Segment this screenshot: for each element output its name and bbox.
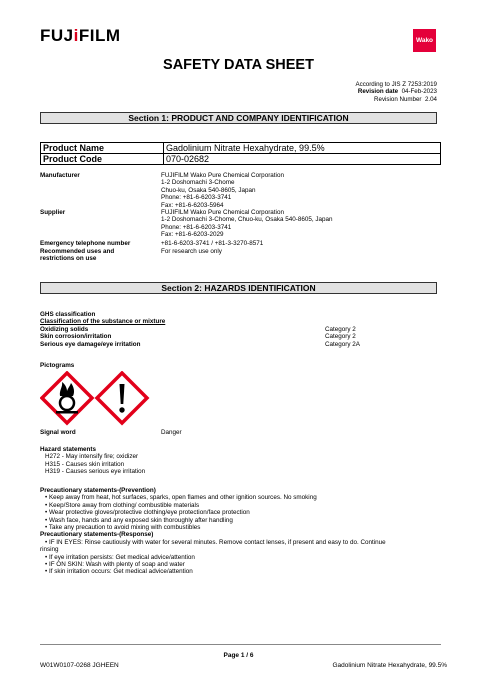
precautionary-statements [40, 487, 445, 576]
product-code: 070-02682 [164, 154, 441, 165]
address-line: Fax: +81-6-6203-2029 [161, 231, 224, 239]
fujifilm-logo: FUJiFILM [40, 26, 121, 45]
supplier-label: Supplier [40, 209, 66, 216]
product-code-label: Product Code [41, 154, 164, 165]
standard-text: According to JIS Z 7253:2019 [355, 81, 437, 88]
page-number: Page 1 / 6 [223, 652, 254, 659]
address-line: Chuo-ku, Osaka 540-8605, Japan [161, 186, 256, 194]
list-item: • Keep away from heat, hot surfaces, sparks, open flames and other ignition sources. No smoking [45, 494, 317, 502]
address-line: FUJIFILM Wako Pure Chemical Corporation [161, 209, 284, 216]
revision-date: 04-Feb-2023 [401, 88, 437, 96]
list-item: • If skin irritation occurs: Get medical advice/attention [45, 568, 193, 576]
response-label: Precautionary statements-(Response) [40, 531, 154, 539]
ghs-label: GHS classification [40, 311, 96, 318]
revision-number-label: Revision Number [374, 95, 422, 103]
signal-word-label: Signal word [40, 429, 76, 436]
list-item: • Wash face, hands and any exposed skin thoroughly after handling [45, 516, 233, 524]
uses-label: Recommended uses and [40, 248, 115, 255]
table-row [41, 143, 441, 154]
list-item: Serious eye damage/eye irritation Category 2A [40, 340, 361, 348]
list-item: rinsing [40, 546, 59, 554]
uses-row [40, 248, 440, 263]
hazard-label: Hazard statements [40, 446, 96, 453]
signal-word-row [40, 429, 440, 436]
section-2-heading: Section 2: HAZARDS IDENTIFICATION [40, 282, 437, 294]
list-item: H315 - Causes skin irritation [45, 460, 125, 468]
product-table [40, 142, 441, 165]
address-line: FUJIFILM Wako Pure Chemical Corporation [161, 172, 284, 179]
uses-value: For research use only [161, 248, 222, 255]
list-item: • Keep/Store away from clothing/ combustible materials [45, 501, 200, 509]
ghs-classification [40, 311, 440, 348]
product-name-label: Product Name [41, 143, 164, 154]
emergency-label: Emergency telephone number [40, 240, 131, 247]
address-line: Phone: +81-6-6203-3741 [161, 194, 232, 202]
classification-label: Classification of the substance or mixture [40, 318, 166, 326]
wako-logo: Wako [413, 29, 436, 52]
address-line: 1-2 Doshomachi 3-Chome, Chuo-ku, Osaka 540-8605, Japan [161, 216, 333, 224]
section-1-heading: Section 1: PRODUCT AND COMPANY IDENTIFICATION [40, 112, 437, 124]
list-item: Oxidizing solids Category 2 [40, 325, 356, 333]
list-item: • IF ON SKIN: Wash with plenty of soap and water [45, 561, 185, 569]
table-row [41, 154, 441, 165]
hazard-statements [40, 446, 440, 476]
pictograms-label: Pictograms [40, 362, 75, 369]
revision-date-label: Revision date [357, 88, 399, 96]
list-item: Skin corrosion/irritation Category 2 [40, 333, 356, 341]
list-item: • If eye irritation persists: Get medical advice/attention [45, 553, 195, 561]
exclamation-mark-icon [97, 373, 147, 423]
revision-number: 2.04 [424, 95, 437, 103]
emergency-row [40, 240, 440, 247]
revision-meta [355, 81, 437, 103]
list-item: • Take any precaution to avoid mixing with combustibles [45, 524, 201, 532]
address-line: 1-2 Doshomachi 3-Chome [161, 179, 235, 187]
document-title: SAFETY DATA SHEET [163, 57, 314, 73]
flame-over-circle-icon [42, 373, 92, 423]
manufacturer-row [40, 172, 440, 209]
supplier-row [40, 209, 440, 239]
emergency-phone: +81-6-6203-3741 / +81-3-3270-8571 [161, 240, 264, 247]
uses-label: restrictions on use [40, 255, 97, 263]
prevention-label: Precautionary statements-(Prevention) [40, 487, 156, 494]
list-item: • IF IN EYES: Rinse cautiously with water for several minutes. Remove contact lenses, if present and easy to do. Continue [45, 538, 386, 546]
document-id: W01W0107-0268 JGHEEN [40, 662, 119, 669]
list-item: H319 - Causes serious eye irritation [45, 468, 146, 476]
list-item: • Wear protective gloves/protective clothing/eye protection/face protection [45, 509, 250, 517]
list-item: H272 - May intensify fire; oxidizer [45, 453, 139, 461]
address-line: Phone: +81-6-6203-3741 [161, 223, 232, 231]
address-line: Fax: +81-6-6203-5964 [161, 201, 224, 209]
footer-product-name: Gadolinium Nitrate Hexahydrate, 99.5% [332, 662, 447, 669]
ghs-pictograms [40, 371, 150, 427]
product-name: Gadolinium Nitrate Hexahydrate, 99.5% [164, 143, 441, 154]
footer-divider [40, 644, 441, 645]
signal-word: Danger [161, 429, 182, 436]
manufacturer-label: Manufacturer [40, 172, 80, 179]
